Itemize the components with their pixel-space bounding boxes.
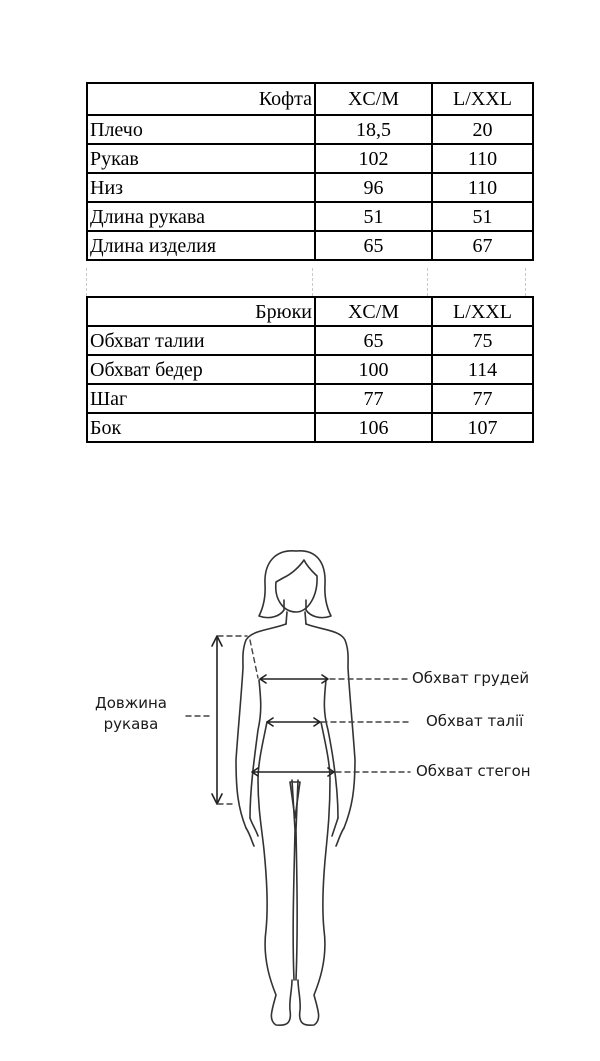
table-row — [87, 173, 533, 202]
table-header-row — [87, 297, 533, 326]
cell-value: 51 — [432, 202, 533, 231]
cell-value: 75 — [432, 326, 533, 355]
sleeve-label-line1: Довжина — [95, 694, 167, 712]
cell-value: 107 — [432, 413, 533, 442]
column-header-xcm: XC/M — [315, 297, 432, 326]
column-header-lxxl: L/XXL — [432, 83, 533, 115]
table-title-trousers: Брюки — [87, 297, 315, 326]
cell-value: 65 — [315, 231, 432, 260]
row-label: Низ — [87, 173, 315, 202]
cell-value: 18,5 — [315, 115, 432, 144]
cell-value: 110 — [432, 144, 533, 173]
table-row — [87, 326, 533, 355]
row-label: Длина рукава — [87, 202, 315, 231]
cell-value: 110 — [432, 173, 533, 202]
cell-value: 102 — [315, 144, 432, 173]
cell-value: 106 — [315, 413, 432, 442]
table-row — [87, 413, 533, 442]
cell-value: 100 — [315, 355, 432, 384]
cell-value: 114 — [432, 355, 533, 384]
column-header-xcm: XC/M — [315, 83, 432, 115]
table-row — [87, 231, 533, 260]
table-gap-gridlines — [86, 268, 526, 296]
cell-value: 67 — [432, 231, 533, 260]
waist-girth-label: Обхват талії — [426, 712, 524, 730]
cell-value: 96 — [315, 173, 432, 202]
table-row — [87, 202, 533, 231]
cell-value: 77 — [315, 384, 432, 413]
cell-value: 51 — [315, 202, 432, 231]
hips-girth-label: Обхват стегон — [416, 762, 531, 780]
chest-girth-label: Обхват грудей — [412, 669, 530, 687]
row-label: Обхват талии — [87, 326, 315, 355]
cell-value: 77 — [432, 384, 533, 413]
row-label: Рукав — [87, 144, 315, 173]
table-row — [87, 144, 533, 173]
row-label: Плечо — [87, 115, 315, 144]
row-label: Длина изделия — [87, 231, 315, 260]
trousers-size-table — [86, 296, 534, 443]
woman-silhouette-icon — [0, 530, 600, 1040]
table-row — [87, 355, 533, 384]
cell-value: 65 — [315, 326, 432, 355]
table-header-row — [87, 83, 533, 115]
table-title-jacket: Кофта — [87, 83, 315, 115]
table-row — [87, 384, 533, 413]
row-label: Шаг — [87, 384, 315, 413]
jacket-size-table — [86, 82, 534, 261]
cell-value: 20 — [432, 115, 533, 144]
column-header-lxxl: L/XXL — [432, 297, 533, 326]
row-label: Обхват бедер — [87, 355, 315, 384]
body-measurement-figure — [0, 530, 600, 1040]
sleeve-length-label — [87, 693, 175, 735]
table-row — [87, 115, 533, 144]
sleeve-label-line2: рукава — [103, 715, 159, 733]
row-label: Бок — [87, 413, 315, 442]
